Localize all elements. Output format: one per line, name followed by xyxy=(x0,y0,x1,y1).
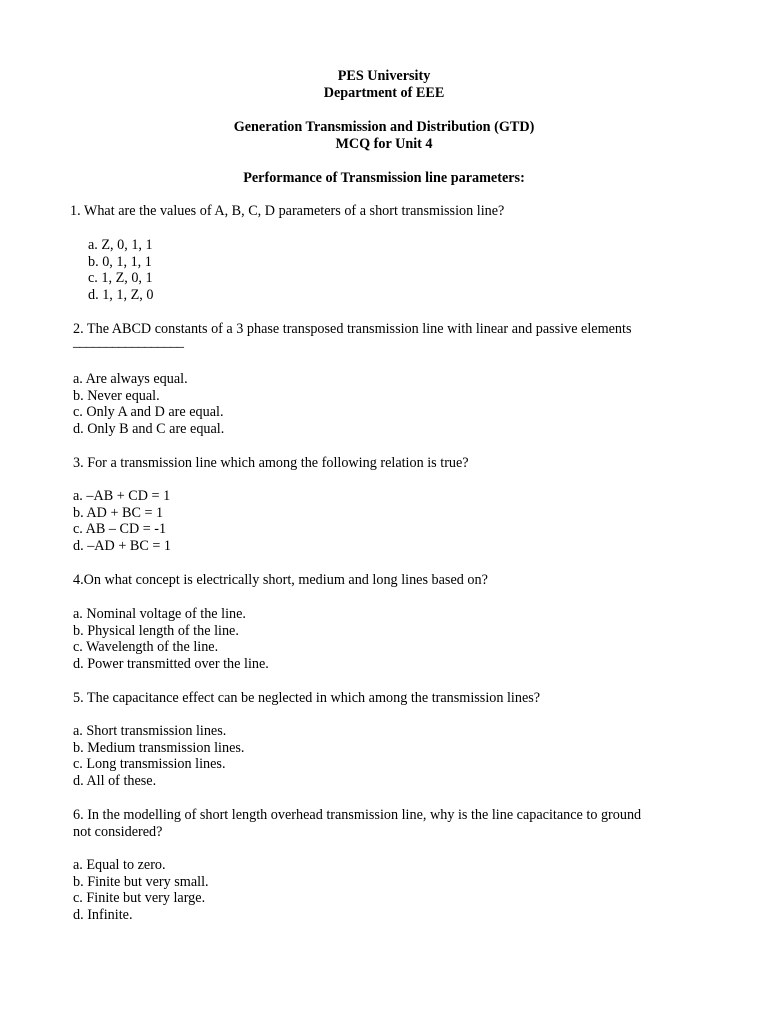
option-4c: c. Wavelength of the line. xyxy=(73,639,219,656)
option-3b: b. AD + BC = 1 xyxy=(73,504,164,521)
option-4a: a. Nominal voltage of the line. xyxy=(73,606,246,622)
question-1-options xyxy=(88,237,153,304)
question-4-options xyxy=(73,606,269,673)
question-5-options xyxy=(73,723,244,790)
section-title: Performance of Transmission line parameters: xyxy=(243,170,525,186)
university-name: PES University xyxy=(337,68,431,84)
option-2d: d. Only B and C are equal. xyxy=(73,421,225,438)
option-4b: b. Physical length of the line. xyxy=(73,622,239,639)
option-1d: d. 1, 1, Z, 0 xyxy=(88,287,154,304)
question-3-text: 3. For a transmission line which among the following relation is true? xyxy=(73,455,469,471)
option-6d: d. Infinite. xyxy=(73,907,133,924)
option-2b: b. Never equal. xyxy=(73,387,160,404)
unit-title: MCQ for Unit 4 xyxy=(335,136,433,152)
question-6-options xyxy=(73,857,209,924)
question-2-text: 2. The ABCD constants of a 3 phase transposed transmission line with linear and passive elements xyxy=(73,321,632,337)
option-3a: a. –AB + CD = 1 xyxy=(73,488,171,504)
option-6c: c. Finite but very large. xyxy=(73,890,206,907)
question-5-text: 5. The capacitance effect can be neglected in which among the transmission lines? xyxy=(73,690,541,706)
option-5b: b. Medium transmission lines. xyxy=(73,739,245,756)
option-3c: c. AB – CD = -1 xyxy=(73,521,167,538)
course-title: Generation Transmission and Distribution (GTD) xyxy=(233,119,535,135)
option-2c: c. Only A and D are equal. xyxy=(73,404,224,421)
department-name: Department of EEE xyxy=(323,85,445,101)
option-2a: a. Are always equal. xyxy=(73,371,188,387)
option-6a: a. Equal to zero. xyxy=(73,857,166,873)
option-3d: d. –AD + BC = 1 xyxy=(73,538,171,555)
question-1-text: 1. What are the values of A, B, C, D parameters of a short transmission line? xyxy=(70,203,505,219)
option-1b: b. 0, 1, 1, 1 xyxy=(88,253,152,270)
option-4d: d. Power transmitted over the line. xyxy=(73,656,269,673)
question-2-blank: _________________ xyxy=(73,334,184,350)
question-2-options xyxy=(73,371,224,438)
question-6-text: 6. In the modelling of short length overhead transmission line, why is the line capacitance to ground xyxy=(73,807,642,823)
option-5d: d. All of these. xyxy=(73,773,157,790)
option-1a: a. Z, 0, 1, 1 xyxy=(88,237,153,253)
option-1c: c. 1, Z, 0, 1 xyxy=(88,270,153,287)
question-6-text-cont: not considered? xyxy=(73,824,163,840)
question-3-options xyxy=(73,488,171,555)
option-5a: a. Short transmission lines. xyxy=(73,723,227,739)
option-5c: c. Long transmission lines. xyxy=(73,756,226,773)
question-4-text: 4.On what concept is electrically short, medium and long lines based on? xyxy=(73,572,488,588)
option-6b: b. Finite but very small. xyxy=(73,873,209,890)
